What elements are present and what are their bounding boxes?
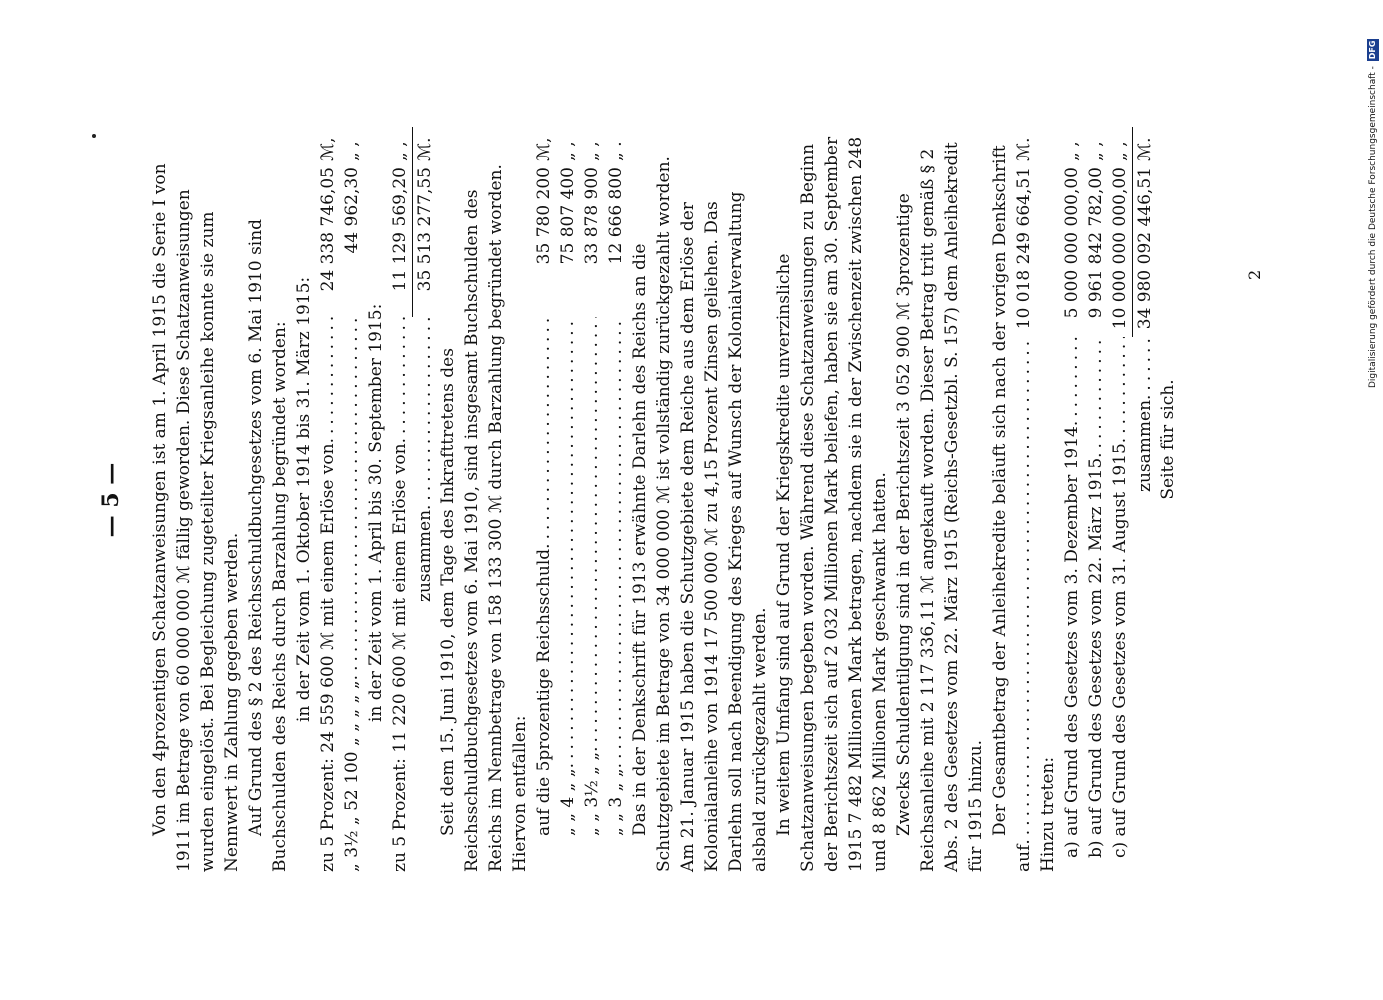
leader-dots [604, 317, 628, 768]
paragraph-total-credits: Der Gesamtbetrag der Anleihekredite beläuft sich nach der vorigen Denkschrift [990, 145, 1010, 836]
leader-dots [1108, 337, 1132, 443]
period-2-heading: in der Zeit vom 1. April bis 30. September 1915: [366, 303, 386, 722]
debt-row-5pct-2: zu 5 Prozent: 11 220 600 ℳ mit einem Erlöse von ..... 11 129 569,20 „ , [388, 127, 412, 872]
share-row-3pct: „ „ 3 „ „ ..... 12 666 800 „ . [604, 127, 628, 872]
leader-dots [1084, 337, 1108, 458]
leader-dots [388, 317, 412, 443]
speck-mark [92, 134, 96, 138]
paragraph-book-debts: Auf Grund des § 2 des Reichsschuldbuchgesetzes vom 6. Mai 1910 sind Buchschulden des Reichs durch Barzahlung begründet worden: [246, 218, 290, 872]
leader-dots [532, 317, 556, 549]
page-number: — 5 — [98, 462, 124, 538]
leader-dots [1012, 337, 1036, 845]
paragraph-treasury-bills: Von den 4prozentigen Schatzanweisungen ist am 1. April 1915 die Serie I von 1911 im Betrage von 60 000 000 ℳ fällig geworden. Diese Schatzanweisungen wurden eingelöst. Bei Begleichung zugeteilter Kriegsanleihe konnte sie zum Nennwert in Zahlung gegeben werden. [150, 163, 242, 872]
leader-dots [413, 317, 437, 510]
dfg-logo: DFG [1368, 40, 1377, 60]
total-row: auf ..... 10 018 249 664,51 ℳ. [1012, 127, 1036, 872]
sheet-signature: 2 [1245, 269, 1264, 280]
paragraph-colonial-loan: Das in der Denkschrift für 1913 erwähnte Darlehn des Reichs an die Schutzgebiete im Betrage von 34 000 000 ℳ ist vollständig zurückgezahlt worden. Am 21. Januar 1915 haben die Schutzgebiete dem Reiche aus dem Erlöse der Kolonialanleihe von 1914 17 500 000 ℳ zu 4,15 Prozent Zinsen geliehen. Das Darlehn soll nach Beendigung des Krieges auf Wunsch der Kolonialverwaltung alsbald zurückgezahlt werden. [630, 156, 770, 872]
footer-note: Seite für sich. [1158, 379, 1178, 500]
leader-dots [1133, 337, 1157, 400]
addition-row-b: b) auf Grund des Gesetzes vom 22. März 1915 ..... 9 961 842 782,00 „ , [1084, 127, 1108, 872]
share-row-5pct: auf die 5prozentige Reichsschuld ..... 35 780 200 ℳ, [532, 127, 556, 872]
additions-heading: Hinzu treten: [1038, 756, 1058, 872]
digitization-credit [1365, 8, 1381, 388]
leader-dots [1060, 337, 1084, 426]
leader-dots [340, 317, 364, 680]
sum-row-1: zusammen ..... 35 513 277,55 ℳ. [412, 127, 436, 872]
addition-row-a: a) auf Grund des Gesetzes vom 3. Dezember 1914 ..... 5 000 000 000,00 „ , [1060, 127, 1084, 872]
share-row-3half-pct: „ „ 3½ „ „ ..... 33 878 900 „ , [580, 127, 604, 872]
leader-dots [580, 317, 604, 752]
leader-dots [556, 317, 580, 768]
page-body [148, 127, 1180, 872]
paragraph-war-credits: In weitem Umfang sind auf Grund der Kriegskredite unverzinsliche Schatzanweisungen begeben worden. Während diese Schatzanweisungen zu Beginn der Berichtszeit sich auf 2 032 Millionen Mark beliefen, haben sie am 30. September 1915 7 482 Millionen Mark betragen, nachdem sie in der Zwischenzeit zwischen 248 und 8 862 Millionen Mark geschwankt hatten. [774, 136, 890, 872]
debt-row-5pct-1: zu 5 Prozent: 24 559 600 ℳ mit einem Erlöse von ..... 24 338 746,05 ℳ, [316, 127, 340, 872]
addition-row-c: c) auf Grund des Gesetzes vom 31. August 1915 ..... 10 000 000 000,00 „ , [1108, 127, 1132, 872]
paragraph-since-1910: Seit dem 15. Juni 1910, dem Tage des Inkrafttretens des Reichsschuldbuchgesetzes vom 6. Mai 1910, sind insgesamt Buchschulden des Reichs im Nennbetrage von 158 133 300 ℳ durch Barzahlung begründet worden. Hiervon entfallen: [438, 164, 530, 872]
paragraph-debt-redemption: Zwecks Schuldentilgung sind in der Berichtszeit 3 052 900 ℳ 3prozentige Reichsanleihe mit 2 117 336,11 ℳ angekauft worden. Dieser Betrag tritt gemäß § 2 Abs. 2 des Gesetzes vom 22. März 1915 (Reichs-Gesetzbl. S. 157) dem Anleihekredit für 1915 hinzu. [894, 142, 986, 872]
sum-row-2: zusammen ..... 34 980 092 446,51 ℳ. [1132, 127, 1156, 872]
leader-dots [316, 317, 340, 443]
debt-row-3half-pct: „ 3½ „ 52 100 „ „ „ „ „ ..... 44 962,30 „ , [340, 127, 364, 872]
share-row-4pct: „ „ 4 „ „ ..... 75 807 400 „ , [556, 127, 580, 872]
period-1-heading: in der Zeit vom 1. Oktober 1914 bis 31. März 1915: [294, 276, 314, 722]
credit-text: Digitalisierung gefördert durch die Deutsche Forschungsgemeinschaft - [1368, 63, 1378, 388]
